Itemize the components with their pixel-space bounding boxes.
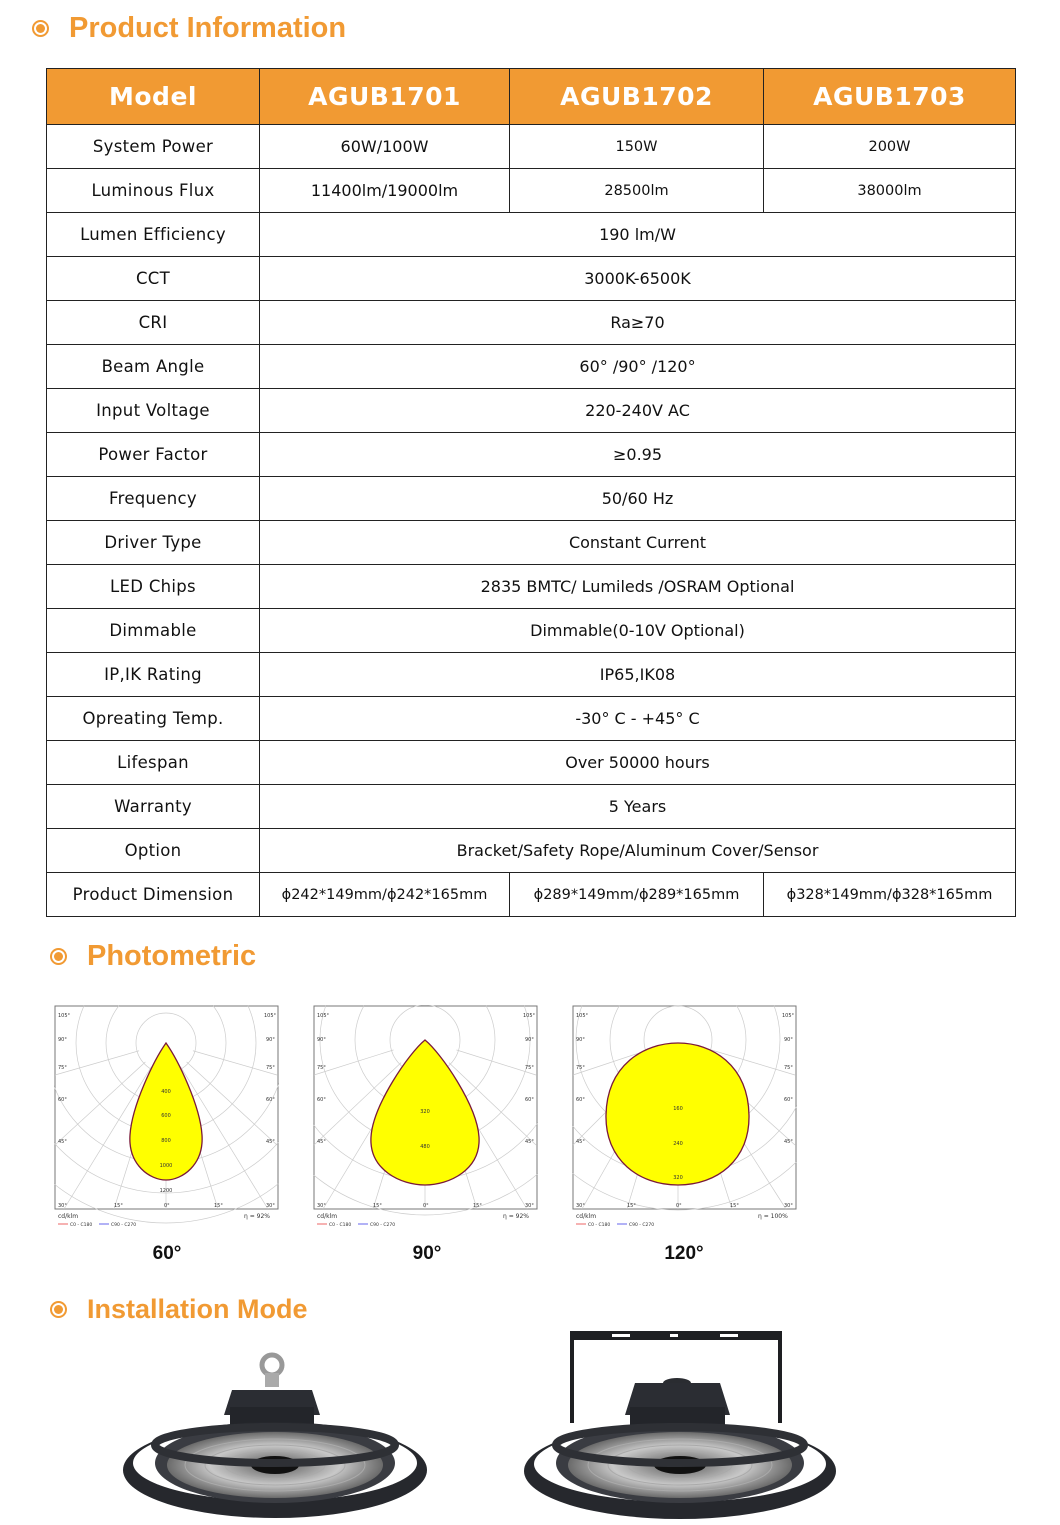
svg-text:75°: 75° — [525, 1065, 534, 1071]
row-label: LED Chips — [47, 565, 260, 609]
svg-text:0°: 0° — [164, 1203, 170, 1209]
row-label: Opreating Temp. — [47, 697, 260, 741]
svg-text:C0 - C180: C0 - C180 — [588, 1223, 611, 1228]
cell-value: Constant Current — [260, 521, 1016, 565]
row-label: Warranty — [47, 785, 260, 829]
header-agub1701: AGUB1701 — [260, 69, 510, 125]
table-row — [47, 169, 1016, 213]
table-row — [47, 301, 1016, 345]
polar-diagram-60 — [54, 1005, 279, 1230]
svg-text:240: 240 — [673, 1141, 683, 1147]
svg-text:60°: 60° — [317, 1097, 326, 1103]
svg-text:105°: 105° — [58, 1013, 71, 1019]
caption-120: 120° — [664, 1243, 704, 1264]
svg-text:45°: 45° — [576, 1139, 585, 1145]
row-label: CRI — [47, 301, 260, 345]
cell-value: 220-240V AC — [260, 389, 1016, 433]
svg-text:C0 - C180: C0 - C180 — [329, 1223, 352, 1228]
svg-text:cd/klm: cd/klm — [317, 1213, 338, 1220]
svg-text:400: 400 — [161, 1089, 171, 1095]
svg-text:30°: 30° — [317, 1203, 326, 1209]
svg-text:60°: 60° — [58, 1097, 67, 1103]
row-label: Beam Angle — [47, 345, 260, 389]
svg-text:90°: 90° — [266, 1037, 275, 1043]
svg-text:90°: 90° — [317, 1037, 326, 1043]
svg-text:45°: 45° — [266, 1139, 275, 1145]
svg-text:1000: 1000 — [159, 1163, 173, 1169]
table-row — [47, 345, 1016, 389]
svg-text:160: 160 — [673, 1106, 683, 1112]
header-model: Model — [47, 69, 260, 125]
cell-value: 2835 BMTC/ Lumileds /OSRAM Optional — [260, 565, 1016, 609]
svg-text:60°: 60° — [266, 1097, 275, 1103]
svg-text:0°: 0° — [676, 1203, 682, 1209]
table-row — [47, 477, 1016, 521]
svg-text:105°: 105° — [264, 1013, 277, 1019]
row-label: Lifespan — [47, 741, 260, 785]
bullet-icon — [50, 1301, 67, 1318]
svg-text:45°: 45° — [58, 1139, 67, 1145]
row-label: CCT — [47, 257, 260, 301]
svg-text:90°: 90° — [576, 1037, 585, 1043]
svg-text:45°: 45° — [784, 1139, 793, 1145]
lamp-hook-illustration — [120, 1345, 430, 1520]
highbay-lamp-hook-mount — [120, 1345, 430, 1520]
cell-value: -30° C - +45° C — [260, 697, 1016, 741]
svg-text:30°: 30° — [576, 1203, 585, 1209]
svg-text:105°: 105° — [576, 1013, 589, 1019]
row-label: Power Factor — [47, 433, 260, 477]
table-row — [47, 389, 1016, 433]
row-label: Driver Type — [47, 521, 260, 565]
header-agub1702: AGUB1702 — [510, 69, 764, 125]
svg-text:C0 - C180: C0 - C180 — [70, 1223, 93, 1228]
cell-value: IP65,IK08 — [260, 653, 1016, 697]
svg-text:45°: 45° — [317, 1139, 326, 1145]
table-row — [47, 433, 1016, 477]
svg-text:30°: 30° — [525, 1203, 534, 1209]
polar-diagram-120 — [572, 1005, 797, 1230]
cell-value: 3000K-6500K — [260, 257, 1016, 301]
section-title-text: Product Information — [69, 12, 347, 44]
cell-value: 150W — [510, 125, 764, 169]
cell-value: Over 50000 hours — [260, 741, 1016, 785]
svg-text:800: 800 — [161, 1138, 171, 1144]
svg-text:75°: 75° — [784, 1065, 793, 1071]
svg-text:0°: 0° — [423, 1203, 429, 1209]
cell-value: 200W — [764, 125, 1016, 169]
cell-value: 11400lm/19000lm — [260, 169, 510, 213]
row-label: IP,IK Rating — [47, 653, 260, 697]
cell-value: ϕ289*149mm/ϕ289*165mm — [510, 873, 764, 917]
cell-value: ϕ242*149mm/ϕ242*165mm — [260, 873, 510, 917]
row-label: Lumen Efficiency — [47, 213, 260, 257]
svg-text:480: 480 — [420, 1144, 430, 1150]
svg-text:60°: 60° — [784, 1097, 793, 1103]
cell-value: 38000lm — [764, 169, 1016, 213]
svg-text:C90 - C270: C90 - C270 — [629, 1223, 655, 1228]
table-row — [47, 741, 1016, 785]
row-label: Input Voltage — [47, 389, 260, 433]
svg-text:15°: 15° — [114, 1203, 123, 1209]
svg-text:15°: 15° — [730, 1203, 739, 1209]
table-row — [47, 697, 1016, 741]
svg-text:15°: 15° — [373, 1203, 382, 1209]
table-row — [47, 829, 1016, 873]
row-label: Luminous Flux — [47, 169, 260, 213]
svg-text:75°: 75° — [58, 1065, 67, 1071]
svg-text:cd/klm: cd/klm — [58, 1213, 79, 1220]
table-row — [47, 609, 1016, 653]
svg-text:45°: 45° — [525, 1139, 534, 1145]
svg-text:105°: 105° — [782, 1013, 795, 1019]
svg-text:cd/klm: cd/klm — [576, 1213, 597, 1220]
svg-text:75°: 75° — [576, 1065, 585, 1071]
cell-value: ≥0.95 — [260, 433, 1016, 477]
svg-text:75°: 75° — [317, 1065, 326, 1071]
row-label: System Power — [47, 125, 260, 169]
section-title-installation-mode — [50, 1294, 308, 1325]
svg-text:30°: 30° — [784, 1203, 793, 1209]
cell-value: Dimmable(0-10V Optional) — [260, 609, 1016, 653]
svg-text:75°: 75° — [266, 1065, 275, 1071]
svg-text:600: 600 — [161, 1113, 171, 1119]
cell-value: 60° /90° /120° — [260, 345, 1016, 389]
svg-text:90°: 90° — [525, 1037, 534, 1043]
highbay-lamp-bracket-mount — [520, 1325, 840, 1521]
svg-text:C90 - C270: C90 - C270 — [370, 1223, 396, 1228]
svg-text:15°: 15° — [214, 1203, 223, 1209]
svg-text:30°: 30° — [58, 1203, 67, 1209]
svg-text:90°: 90° — [58, 1037, 67, 1043]
table-row — [47, 565, 1016, 609]
svg-text:15°: 15° — [627, 1203, 636, 1209]
svg-text:15°: 15° — [473, 1203, 482, 1209]
table-row — [47, 521, 1016, 565]
svg-text:η = 92%: η = 92% — [244, 1213, 270, 1220]
cell-value: 60W/100W — [260, 125, 510, 169]
svg-text:320: 320 — [420, 1109, 430, 1115]
svg-text:η = 100%: η = 100% — [758, 1213, 788, 1220]
cell-value: 50/60 Hz — [260, 477, 1016, 521]
table-header-row — [47, 69, 1016, 125]
svg-text:C90 - C270: C90 - C270 — [111, 1223, 137, 1228]
product-spec-table — [46, 68, 1016, 917]
caption-90: 90° — [412, 1243, 442, 1264]
section-title-text: Installation Mode — [87, 1294, 308, 1324]
table-row — [47, 785, 1016, 829]
polar-chart-60 — [54, 1005, 279, 1230]
svg-text:1200: 1200 — [159, 1188, 173, 1194]
svg-text:60°: 60° — [525, 1097, 534, 1103]
polar-chart-90 — [313, 1005, 538, 1230]
section-title-product-information — [32, 12, 346, 45]
header-agub1703: AGUB1703 — [764, 69, 1016, 125]
svg-text:60°: 60° — [576, 1097, 585, 1103]
table-row — [47, 125, 1016, 169]
svg-text:320: 320 — [673, 1175, 683, 1181]
svg-text:105°: 105° — [317, 1013, 330, 1019]
svg-text:η = 92%: η = 92% — [503, 1213, 529, 1220]
row-label: Dimmable — [47, 609, 260, 653]
table-row — [47, 213, 1016, 257]
cell-value: 28500lm — [510, 169, 764, 213]
cell-value: Bracket/Safety Rope/Aluminum Cover/Sensor — [260, 829, 1016, 873]
polar-chart-120 — [572, 1005, 797, 1230]
row-label: Option — [47, 829, 260, 873]
table-row — [47, 873, 1016, 917]
lamp-bracket-illustration — [520, 1325, 840, 1521]
section-title-text: Photometric — [87, 940, 257, 972]
row-label: Frequency — [47, 477, 260, 521]
svg-text:90°: 90° — [784, 1037, 793, 1043]
table-row — [47, 653, 1016, 697]
bullet-icon — [50, 948, 67, 965]
caption-60: 60° — [152, 1243, 182, 1264]
cell-value: ϕ328*149mm/ϕ328*165mm — [764, 873, 1016, 917]
cell-value: 190 lm/W — [260, 213, 1016, 257]
table-row — [47, 257, 1016, 301]
polar-diagram-90 — [313, 1005, 538, 1230]
bullet-icon — [32, 20, 49, 37]
section-title-photometric — [50, 940, 256, 973]
cell-value: Ra≥70 — [260, 301, 1016, 345]
row-label: Product Dimension — [47, 873, 260, 917]
svg-text:105°: 105° — [523, 1013, 536, 1019]
cell-value: 5 Years — [260, 785, 1016, 829]
svg-text:30°: 30° — [266, 1203, 275, 1209]
